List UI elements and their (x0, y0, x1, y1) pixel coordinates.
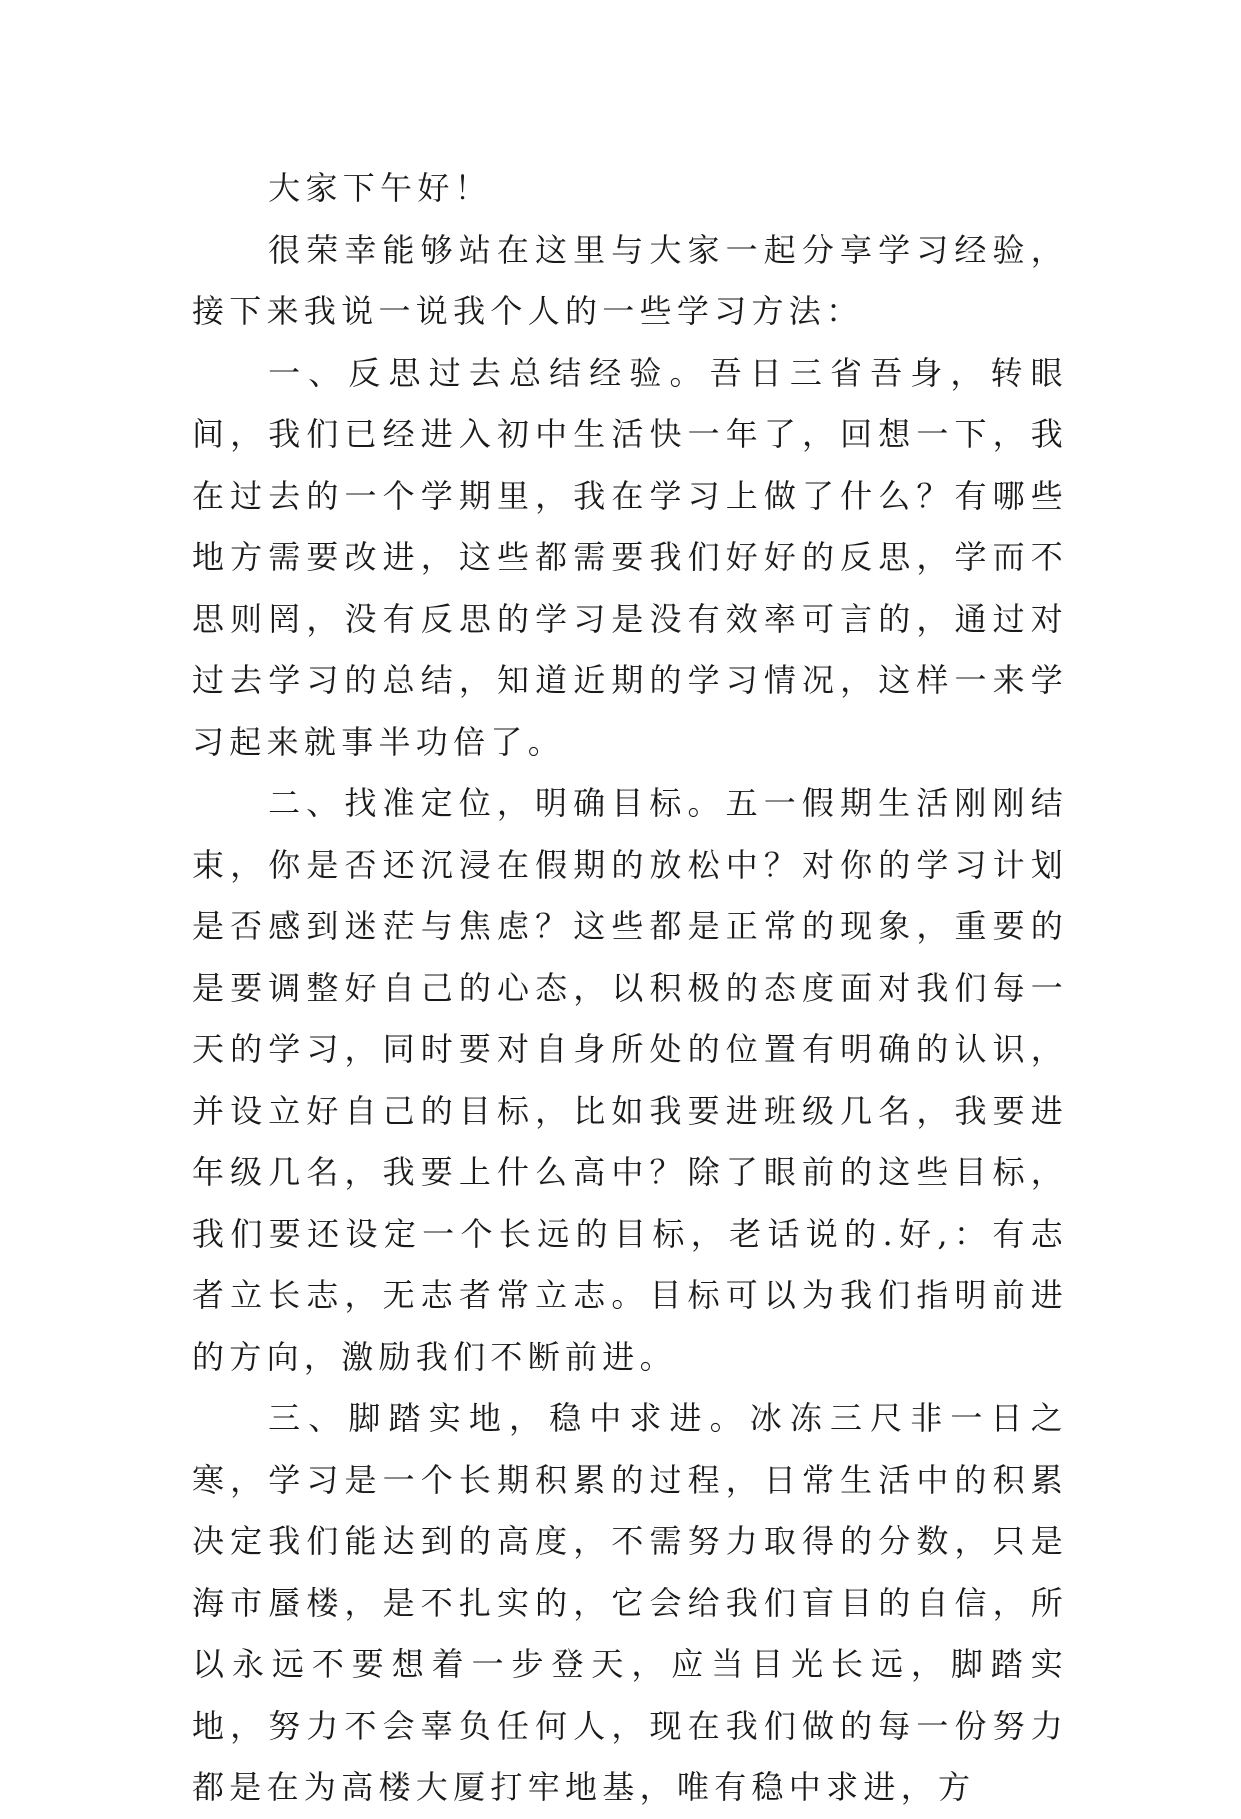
point-one-paragraph: 一、反思过去总结经验。吾日三省吾身，转眼间，我们已经进入初中生活快一年了，回想一下，我在过去的一个学期里，我在学习上做了什么？有哪些地方需要改进，这些都需要我们好好的反思，学而不思则罔，没有反思的学习是没有效率可言的，通过对过去学习的总结，知道近期的学习情况，这样一来学习起来就事半功倍了。 (192, 353, 1068, 761)
point-three-paragraph: 三、脚踏实地，稳中求进。冰冻三尺非一日之寒，学习是一个长期积累的过程，日常生活中的积累决定我们能达到的高度，不需努力取得的分数，只是海市蜃楼，是不扎实的，它会给我们盲目的自信，所以永远不要想着一步登天，应当目光长远，脚踏实地，努力不会辜负任何人，现在我们做的每一份努力都是在为高楼大厦打牢地基，唯有稳中求进，方 (192, 1399, 1068, 1806)
point-two-paragraph: 二、找准定位，明确目标。五一假期生活刚刚结束，你是否还沉浸在假期的放松中？对你的学习计划是否感到迷茫与焦虑？这些都是正常的现象，重要的是要调整好自己的心态，以积极的态度面对我们每一天的学习，同时要对自身所处的位置有明确的认识，并设立好自己的目标，比如我要进班级几名，我要进年级几名，我要上什么高中？除了眼前的这些目标，我们要还设定一个长远的目标，老话说的.好,：有志者立长志，无志者常立志。目标可以为我们指明前进的方向，激励我们不断前进。 (192, 784, 1068, 1376)
document-body (192, 158, 1068, 1819)
intro-paragraph: 很荣幸能够站在这里与大家一起分享学习经验，接下来我说一说我个人的一些学习方法： (192, 230, 1068, 330)
greeting-paragraph: 大家下午好！ (268, 169, 492, 207)
